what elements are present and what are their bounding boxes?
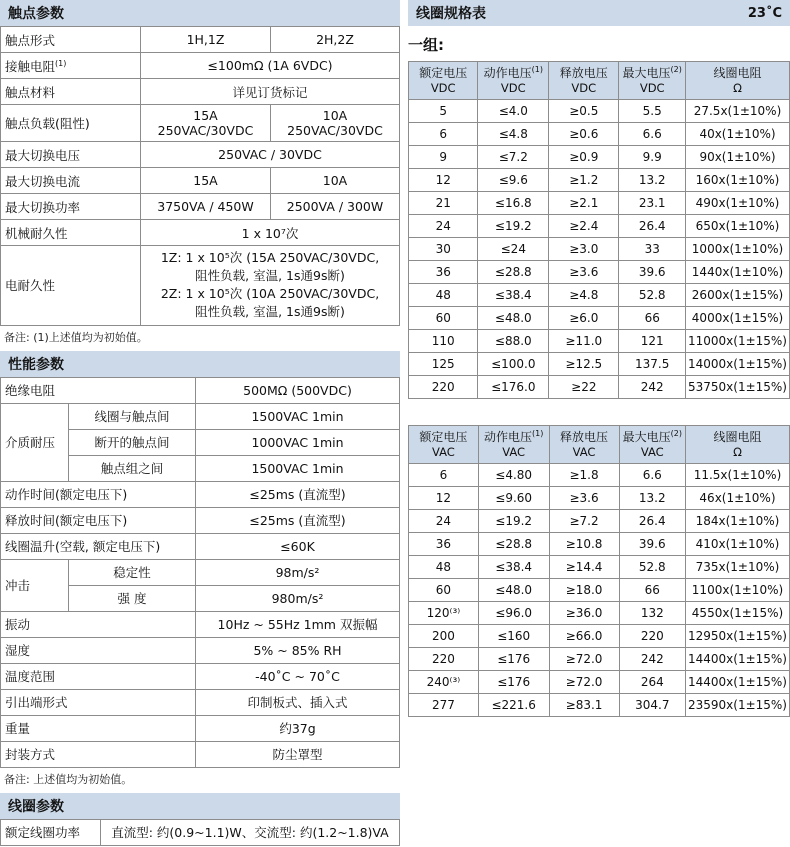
cell-release-voltage: ≥0.5 (549, 100, 619, 123)
cell-rated-voltage: 36 (409, 533, 479, 556)
cell-pickup-voltage: ≤176 (478, 648, 549, 671)
contact-section-header (0, 0, 400, 26)
cell-release-voltage: ≥14.4 (549, 556, 619, 579)
table-row (409, 487, 790, 510)
row-label: 冲击 (1, 559, 69, 611)
row-sublabel: 线圈与触点间 (69, 403, 196, 429)
cell-release-voltage: ≥72.0 (549, 648, 619, 671)
row-value: 2H,2Z (271, 27, 400, 53)
cell-max-voltage: 304.7 (619, 694, 685, 717)
row-label: 触点形式 (1, 27, 141, 53)
cell-rated-voltage: 12 (409, 169, 478, 192)
column-header-rated-voltage: 额定电压 VDC (409, 62, 478, 100)
table-row (409, 625, 790, 648)
performance-section-header (0, 351, 400, 377)
cell-rated-voltage: 48 (409, 556, 479, 579)
table-row (1, 637, 400, 663)
cell-coil-resistance: 160x(1±10%) (685, 169, 789, 192)
coil-spec-section-header (408, 0, 790, 26)
cell-pickup-voltage: ≤100.0 (478, 353, 549, 376)
cell-max-voltage: 6.6 (619, 123, 686, 146)
cell-coil-resistance: 490x(1±10%) (685, 192, 789, 215)
endurance-line: 2Z: 1 x 10⁵次 (10A 250VAC/30VDC, (160, 286, 380, 302)
cell-rated-voltage: 6 (409, 464, 479, 487)
cell-max-voltage: 132 (619, 602, 685, 625)
row-value: 详见订货标记 (141, 79, 400, 105)
row-label: 引出端形式 (1, 689, 196, 715)
endurance-line: 阻性负载, 室温, 1s通9s断) (195, 268, 345, 284)
endurance-label: 电耐久性 (1, 246, 141, 326)
row-label: 湿度 (1, 637, 196, 663)
dc-coil-spec-table (408, 61, 790, 399)
cell-max-voltage: 52.8 (619, 284, 686, 307)
cell-rated-voltage: 120⁽³⁾ (409, 602, 479, 625)
cell-coil-resistance: 735x(1±10%) (685, 556, 789, 579)
performance-parameters-table (0, 377, 400, 768)
row-label: 振动 (1, 611, 196, 637)
endurance-line: 1Z: 1 x 10⁵次 (15A 250VAC/30VDC, (160, 250, 380, 265)
cell-release-voltage: ≥22 (549, 376, 619, 399)
ambient-temperature: 23˚C (747, 5, 782, 21)
cell-coil-resistance: 53750x(1±15%) (685, 376, 789, 399)
cell-release-voltage: ≥6.0 (549, 307, 619, 330)
table-row (409, 510, 790, 533)
cell-pickup-voltage: ≤4.8 (478, 123, 549, 146)
cell-pickup-voltage: ≤9.60 (478, 487, 549, 510)
cell-coil-resistance: 40x(1±10%) (685, 123, 789, 146)
row-value: 15A 250VAC/30VDC (141, 105, 271, 142)
cell-max-voltage: 66 (619, 579, 685, 602)
cell-max-voltage: 220 (619, 625, 685, 648)
coil-group-title: 一组: (408, 36, 444, 54)
cell-pickup-voltage: ≤28.8 (478, 261, 549, 284)
row-label: 接触电阻$^{(1)}$ (1, 53, 141, 79)
row-value: 2500VA / 300W (271, 194, 400, 220)
column-header-rated-voltage: 额定电压 VAC (409, 426, 479, 464)
cell-coil-resistance: 410x(1±10%) (685, 533, 789, 556)
cell-release-voltage: ≥36.0 (549, 602, 619, 625)
row-label: 动作时间(额定电压下) (1, 481, 196, 507)
column-header-release-voltage: 释放电压 VAC (549, 426, 619, 464)
cell-pickup-voltage: ≤24 (478, 238, 549, 261)
table-row (409, 648, 790, 671)
cell-pickup-voltage: ≤38.4 (478, 284, 549, 307)
cell-release-voltage: ≥2.4 (549, 215, 619, 238)
table-row (409, 671, 790, 694)
cell-release-voltage: ≥11.0 (549, 330, 619, 353)
cell-release-voltage: ≥7.2 (549, 510, 619, 533)
cell-pickup-voltage: ≤4.80 (478, 464, 549, 487)
contact-section-note: 备注: (1)上述值均为初始值。 (4, 330, 148, 344)
cell-rated-voltage: 110 (409, 330, 478, 353)
cell-coil-resistance: 11.5x(1±10%) (685, 464, 789, 487)
row-sublabel: 触点组之间 (69, 455, 196, 481)
cell-coil-resistance: 27.5x(1±10%) (685, 100, 789, 123)
cell-max-voltage: 13.2 (619, 169, 686, 192)
row-label: 绝缘电阻 (1, 377, 196, 403)
table-row (1, 403, 400, 429)
cell-release-voltage: ≥1.2 (549, 169, 619, 192)
table-row (1, 105, 400, 142)
table-row (1, 559, 400, 585)
cell-release-voltage: ≥83.1 (549, 694, 619, 717)
cell-rated-voltage: 30 (409, 238, 478, 261)
row-label: 释放时间(额定电压下) (1, 507, 196, 533)
row-label: 温度范围 (1, 663, 196, 689)
coil-parameters-table (0, 819, 400, 846)
cell-coil-resistance: 12950x(1±15%) (685, 625, 789, 648)
table-row (1, 663, 400, 689)
table-row (409, 533, 790, 556)
table-row (409, 261, 790, 284)
coil-param-section-title: 线圈参数 (8, 798, 64, 815)
cell-coil-resistance: 14400x(1±15%) (685, 648, 789, 671)
cell-rated-voltage: 5 (409, 100, 478, 123)
row-value: 10A 250VAC/30VDC (271, 105, 400, 142)
row-value: ≤60K (196, 533, 400, 559)
table-row (409, 169, 790, 192)
cell-release-voltage: ≥0.9 (549, 146, 619, 169)
contact-parameters-table (0, 26, 400, 326)
cell-coil-resistance: 650x(1±10%) (685, 215, 789, 238)
cell-pickup-voltage: ≤38.4 (478, 556, 549, 579)
table-row (1, 611, 400, 637)
cell-release-voltage: ≥0.6 (549, 123, 619, 146)
table-row (1, 79, 400, 105)
cell-rated-voltage: 60 (409, 579, 479, 602)
table-row (1, 741, 400, 767)
cell-rated-voltage: 60 (409, 307, 478, 330)
table-row (409, 376, 790, 399)
cell-release-voltage: ≥2.1 (549, 192, 619, 215)
column-header-pickup-voltage: 动作电压$^{(1)}$ VAC (478, 426, 549, 464)
right-column (408, 0, 790, 717)
cell-coil-resistance: 4550x(1±15%) (685, 602, 789, 625)
table-row (409, 123, 790, 146)
coil-param-section-header (0, 793, 400, 819)
cell-pickup-voltage: ≤96.0 (478, 602, 549, 625)
contact-section-title: 触点参数 (8, 6, 64, 22)
cell-max-voltage: 39.6 (619, 533, 685, 556)
table-row (1, 142, 400, 168)
cell-max-voltage: 242 (619, 376, 686, 399)
cell-release-voltage: ≥3.6 (549, 487, 619, 510)
table-row (1, 246, 400, 326)
cell-rated-voltage: 240⁽³⁾ (409, 671, 479, 694)
table-row (1, 715, 400, 741)
cell-release-voltage: ≥4.8 (549, 284, 619, 307)
cell-rated-voltage: 220 (409, 648, 479, 671)
cell-rated-voltage: 125 (409, 353, 478, 376)
row-value: 防尘罩型 (196, 741, 400, 767)
cell-rated-voltage: 200 (409, 625, 479, 648)
table-header-row (409, 426, 790, 464)
cell-rated-voltage: 220 (409, 376, 478, 399)
row-label: 线圈温升(空载, 额定电压下) (1, 533, 196, 559)
row-label: 触点负载(阻性) (1, 105, 141, 142)
table-row (409, 307, 790, 330)
cell-pickup-voltage: ≤160 (478, 625, 549, 648)
cell-max-voltage: 137.5 (619, 353, 686, 376)
row-label: 重量 (1, 715, 196, 741)
row-value: 980m/s² (196, 585, 400, 611)
cell-rated-voltage: 36 (409, 261, 478, 284)
endurance-line: 阻性负载, 室温, 1s通9s断) (195, 304, 345, 320)
row-value: 1500VAC 1min (196, 455, 400, 481)
coil-spec-title: 线圈规格表 (416, 6, 486, 22)
table-header-row (409, 62, 790, 100)
table-row (1, 377, 400, 403)
ac-coil-spec-table (408, 425, 790, 717)
cell-release-voltage: ≥66.0 (549, 625, 619, 648)
row-value: 98m/s² (196, 559, 400, 585)
table-row (1, 194, 400, 220)
table-row (409, 215, 790, 238)
table-row (409, 100, 790, 123)
table-row (409, 556, 790, 579)
table-row (409, 192, 790, 215)
row-label: 最大切换功率 (1, 194, 141, 220)
cell-coil-resistance: 1440x(1±10%) (685, 261, 789, 284)
table-row (409, 146, 790, 169)
cell-pickup-voltage: ≤176.0 (478, 376, 549, 399)
cell-pickup-voltage: ≤19.2 (478, 215, 549, 238)
cell-release-voltage: ≥12.5 (549, 353, 619, 376)
cell-coil-resistance: 1000x(1±10%) (685, 238, 789, 261)
table-row (1, 507, 400, 533)
row-value: 10Hz ~ 55Hz 1mm 双振幅 (196, 611, 400, 637)
cell-pickup-voltage: ≤88.0 (478, 330, 549, 353)
cell-pickup-voltage: ≤28.8 (478, 533, 549, 556)
cell-coil-resistance: 14400x(1±15%) (685, 671, 789, 694)
row-value: 15A (141, 168, 271, 194)
row-value: 5% ~ 85% RH (196, 637, 400, 663)
cell-coil-resistance: 1100x(1±10%) (685, 579, 789, 602)
cell-coil-resistance: 23590x(1±15%) (685, 694, 789, 717)
table-row (409, 284, 790, 307)
table-row (1, 819, 400, 845)
row-label: 额定线圈功率 (1, 819, 101, 845)
table-row (1, 533, 400, 559)
cell-pickup-voltage: ≤9.6 (478, 169, 549, 192)
cell-release-voltage: ≥3.6 (549, 261, 619, 284)
cell-max-voltage: 13.2 (619, 487, 685, 510)
table-row (409, 694, 790, 717)
row-value: 直流型: 约(0.9~1.1)W、交流型: 约(1.2~1.8)VA (101, 819, 400, 845)
column-header-coil-resistance: 线圈电阻 Ω (685, 62, 789, 100)
cell-pickup-voltage: ≤16.8 (478, 192, 549, 215)
row-sublabel: 稳定性 (69, 559, 196, 585)
cell-max-voltage: 66 (619, 307, 686, 330)
cell-max-voltage: 26.4 (619, 510, 685, 533)
cell-rated-voltage: 24 (409, 510, 479, 533)
column-header-coil-resistance: 线圈电阻 Ω (685, 426, 789, 464)
row-value: 250VAC / 30VDC (141, 142, 400, 168)
cell-max-voltage: 39.6 (619, 261, 686, 284)
cell-release-voltage: ≥18.0 (549, 579, 619, 602)
row-value: -40˚C ~ 70˚C (196, 663, 400, 689)
cell-rated-voltage: 21 (409, 192, 478, 215)
column-header-pickup-voltage: 动作电压$^{(1)}$ VDC (478, 62, 549, 100)
cell-max-voltage: 26.4 (619, 215, 686, 238)
row-value: 10A (271, 168, 400, 194)
cell-coil-resistance: 2600x(1±15%) (685, 284, 789, 307)
row-value: 约37g (196, 715, 400, 741)
cell-rated-voltage: 277 (409, 694, 479, 717)
row-label: 机械耐久性 (1, 220, 141, 246)
cell-max-voltage: 23.1 (619, 192, 686, 215)
cell-coil-resistance: 14000x(1±15%) (685, 353, 789, 376)
row-value: 3750VA / 450W (141, 194, 271, 220)
column-header-max-voltage: 最大电压$^{(2)}$ VAC (619, 426, 685, 464)
table-row (409, 330, 790, 353)
row-label: 最大切换电流 (1, 168, 141, 194)
table-row (409, 238, 790, 261)
row-value: ≤25ms (直流型) (196, 507, 400, 533)
cell-max-voltage: 5.5 (619, 100, 686, 123)
row-value: 1H,1Z (141, 27, 271, 53)
cell-rated-voltage: 6 (409, 123, 478, 146)
cell-coil-resistance: 46x(1±10%) (685, 487, 789, 510)
cell-pickup-voltage: ≤176 (478, 671, 549, 694)
row-value: 500MΩ (500VDC) (196, 377, 400, 403)
cell-pickup-voltage: ≤19.2 (478, 510, 549, 533)
cell-max-voltage: 121 (619, 330, 686, 353)
row-value: 1000VAC 1min (196, 429, 400, 455)
cell-rated-voltage: 24 (409, 215, 478, 238)
cell-release-voltage: ≥1.8 (549, 464, 619, 487)
cell-pickup-voltage: ≤48.0 (478, 579, 549, 602)
performance-section-title: 性能参数 (8, 356, 64, 373)
cell-release-voltage: ≥72.0 (549, 671, 619, 694)
cell-max-voltage: 9.9 (619, 146, 686, 169)
performance-section-note: 备注: 上述值均为初始值。 (4, 772, 133, 786)
table-row (1, 689, 400, 715)
table-row (1, 168, 400, 194)
cell-pickup-voltage: ≤4.0 (478, 100, 549, 123)
endurance-value (141, 246, 400, 326)
row-value: 1500VAC 1min (196, 403, 400, 429)
table-row (1, 53, 400, 79)
table-row (1, 220, 400, 246)
row-value: ≤100mΩ (1A 6VDC) (141, 53, 400, 79)
cell-max-voltage: 6.6 (619, 464, 685, 487)
cell-release-voltage: ≥3.0 (549, 238, 619, 261)
cell-max-voltage: 33 (619, 238, 686, 261)
cell-rated-voltage: 12 (409, 487, 479, 510)
row-sublabel: 断开的触点间 (69, 429, 196, 455)
table-row (409, 353, 790, 376)
row-value: 印制板式、插入式 (196, 689, 400, 715)
cell-rated-voltage: 9 (409, 146, 478, 169)
table-row (409, 464, 790, 487)
column-header-max-voltage: 最大电压$^{(2)}$ VDC (619, 62, 686, 100)
row-sublabel: 强 度 (69, 585, 196, 611)
row-label: 封装方式 (1, 741, 196, 767)
cell-max-voltage: 264 (619, 671, 685, 694)
cell-max-voltage: 52.8 (619, 556, 685, 579)
table-row (409, 602, 790, 625)
cell-pickup-voltage: ≤48.0 (478, 307, 549, 330)
row-label: 触点材料 (1, 79, 141, 105)
cell-coil-resistance: 184x(1±10%) (685, 510, 789, 533)
row-value: 1 x 10⁷次 (141, 220, 400, 246)
column-header-release-voltage: 释放电压 VDC (549, 62, 619, 100)
cell-pickup-voltage: ≤7.2 (478, 146, 549, 169)
table-row (1, 27, 400, 53)
cell-coil-resistance: 90x(1±10%) (685, 146, 789, 169)
row-value: ≤25ms (直流型) (196, 481, 400, 507)
table-row (409, 579, 790, 602)
cell-coil-resistance: 4000x(1±15%) (685, 307, 789, 330)
cell-release-voltage: ≥10.8 (549, 533, 619, 556)
row-label: 最大切换电压 (1, 142, 141, 168)
table-row (1, 481, 400, 507)
row-label: 介质耐压 (1, 403, 69, 481)
cell-rated-voltage: 48 (409, 284, 478, 307)
cell-coil-resistance: 11000x(1±15%) (685, 330, 789, 353)
cell-pickup-voltage: ≤221.6 (478, 694, 549, 717)
cell-max-voltage: 242 (619, 648, 685, 671)
